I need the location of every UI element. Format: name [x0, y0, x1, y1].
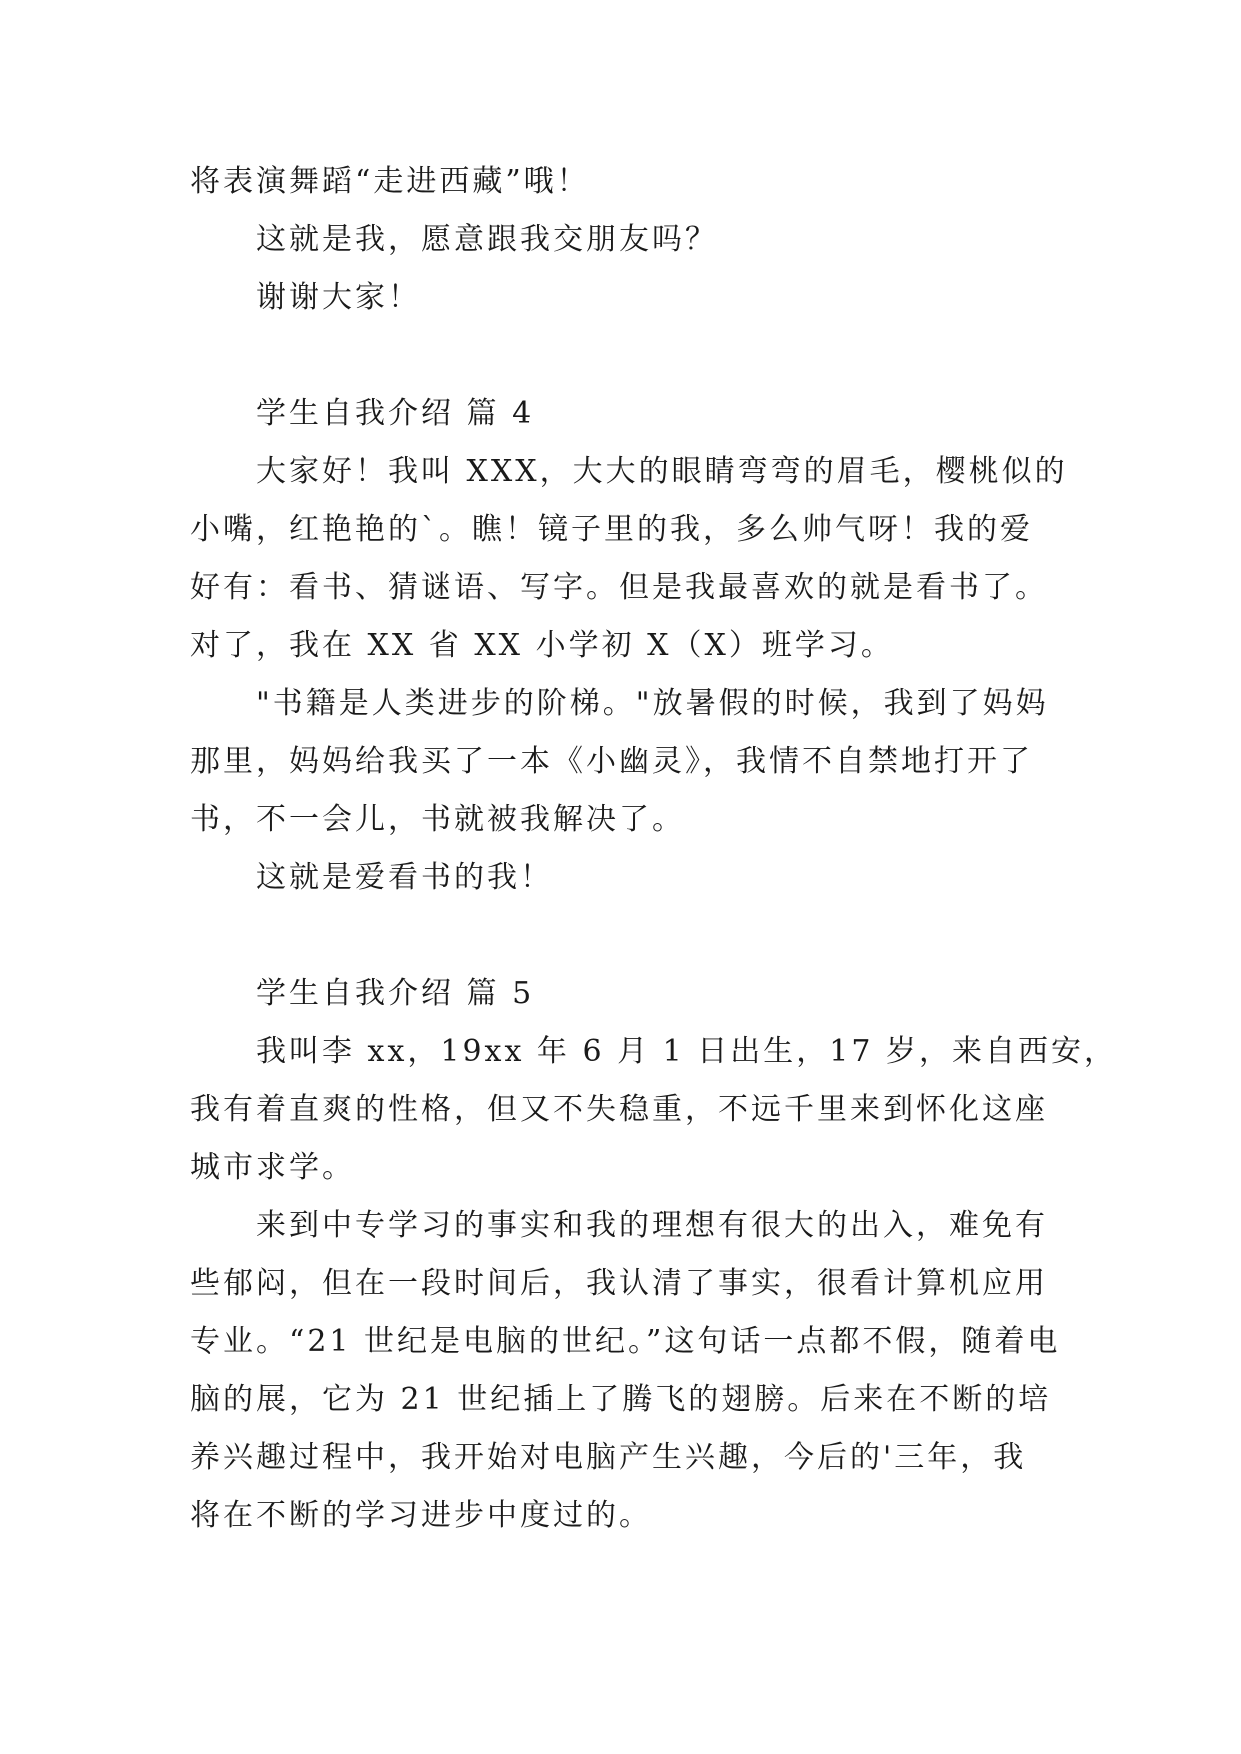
- text-line: 将表演舞蹈“走进西藏”哦！: [190, 164, 590, 199]
- text-line: 大家好！我叫 XXX，大大的眼睛弯弯的眉毛，樱桃似的: [256, 454, 1068, 489]
- text-line: 脑的展，它为 21 世纪插上了腾飞的翅膀。后来在不断的培: [190, 1382, 1052, 1417]
- section-heading: 学生自我介绍 篇 5: [256, 976, 535, 1011]
- text-line: 城市求学。: [190, 1150, 355, 1185]
- text-line: 对了，我在 XX 省 XX 小学初 X（X）班学习。: [190, 628, 894, 663]
- text-line: 那里，妈妈给我买了一本《小幽灵》，我情不自禁地打开了: [190, 744, 1033, 779]
- text-line: 好有：看书、猜谜语、写字。但是我最喜欢的就是看书了。: [190, 570, 1048, 605]
- text-line: 谢谢大家！: [256, 280, 421, 315]
- text-line: 养兴趣过程中，我开始对电脑产生兴趣，今后的'三年，我: [190, 1440, 1027, 1475]
- text-line: 这就是爱看书的我！: [256, 860, 553, 895]
- text-line: 来到中专学习的事实和我的理想有很大的出入，难免有: [256, 1208, 1048, 1243]
- text-line: 书，不一会儿，书就被我解决了。: [190, 802, 685, 837]
- text-line: 我有着直爽的性格，但又不失稳重，不远千里来到怀化这座: [190, 1092, 1048, 1127]
- text-line: 这就是我，愿意跟我交朋友吗？: [256, 222, 718, 257]
- section-heading: 学生自我介绍 篇 4: [256, 396, 535, 431]
- text-line: "书籍是人类进步的阶梯。"放暑假的时候，我到了妈妈: [256, 686, 1049, 721]
- text-line: 将在不断的学习进步中度过的。: [190, 1498, 652, 1533]
- text-line: 小嘴，红艳艳的`。瞧！镜子里的我，多么帅气呀！我的爱: [190, 512, 1033, 547]
- text-line: 些郁闷，但在一段时间后，我认清了事实，很看计算机应用: [190, 1266, 1048, 1301]
- text-line: 我叫李 xx，19xx 年 6 月 1 日出生，17 岁，来自西安，: [256, 1034, 1117, 1069]
- text-line: 专业。“21 世纪是电脑的世纪。”这句话一点都不假，随着电: [190, 1324, 1061, 1359]
